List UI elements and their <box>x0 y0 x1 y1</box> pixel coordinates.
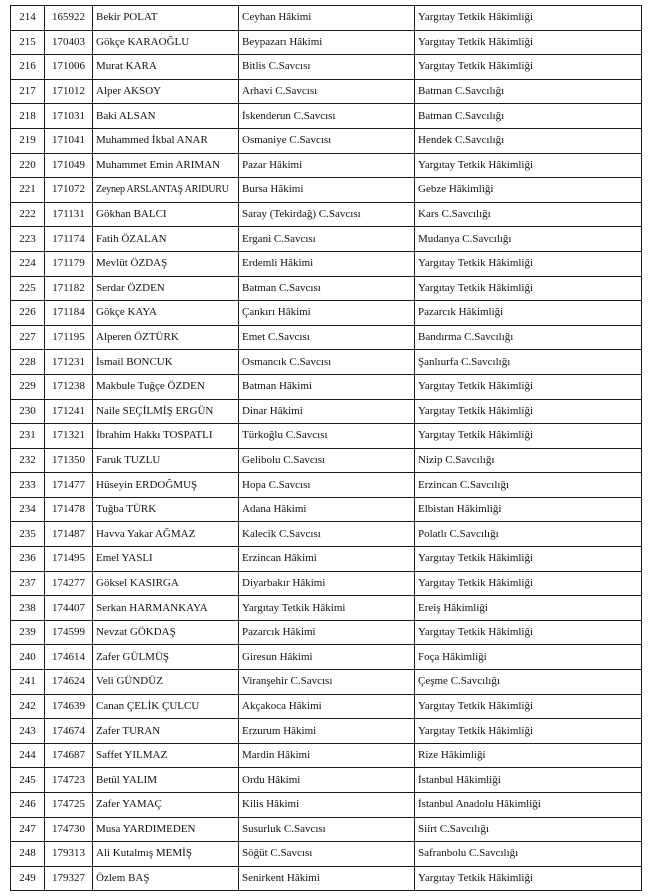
registry-number: 165922 <box>45 6 93 31</box>
table-row <box>11 374 642 399</box>
person-name: Serkan HARMANKAYA <box>93 596 239 621</box>
row-number: 247 <box>11 817 45 842</box>
person-name: Ali Kutalmış MEMİŞ <box>93 842 239 867</box>
table-row <box>11 153 642 178</box>
person-name: Özlem BAŞ <box>93 866 239 891</box>
current-post: Pazarcık Hâkimi <box>239 620 415 645</box>
current-post: Yargıtay Tetkik Hâkimi <box>239 596 415 621</box>
assigned-post: Yargıtay Tetkik Hâkimliği <box>415 251 642 276</box>
person-name: Musa YARDIMEDEN <box>93 817 239 842</box>
assigned-post: Hendek C.Savcılığı <box>415 128 642 153</box>
registry-number: 171131 <box>45 202 93 227</box>
appointment-table <box>10 5 642 891</box>
row-number: 234 <box>11 497 45 522</box>
registry-number: 171241 <box>45 399 93 424</box>
current-post: Beypazarı Hâkimi <box>239 30 415 55</box>
table-row <box>11 842 642 867</box>
table-row <box>11 522 642 547</box>
registry-number: 171477 <box>45 473 93 498</box>
current-post: Hopa C.Savcısı <box>239 473 415 498</box>
registry-number: 171012 <box>45 79 93 104</box>
person-name: İsmail BONCUK <box>93 350 239 375</box>
assigned-post: Siirt C.Savcılığı <box>415 817 642 842</box>
row-number: 227 <box>11 325 45 350</box>
table-row <box>11 817 642 842</box>
assigned-post: Nizip C.Savcılığı <box>415 448 642 473</box>
assigned-post: Yargıtay Tetkik Hâkimliği <box>415 694 642 719</box>
row-number: 221 <box>11 178 45 203</box>
row-number: 241 <box>11 670 45 695</box>
table-row <box>11 768 642 793</box>
current-post: Kalecik C.Savcısı <box>239 522 415 547</box>
current-post: Bitlis C.Savcısı <box>239 55 415 80</box>
registry-number: 171238 <box>45 374 93 399</box>
table-row <box>11 128 642 153</box>
assigned-post: Pazarcık Hâkimliği <box>415 301 642 326</box>
current-post: İskenderun C.Savcısı <box>239 104 415 129</box>
current-post: Akçakoca Hâkimi <box>239 694 415 719</box>
row-number: 214 <box>11 6 45 31</box>
assigned-post: Yargıtay Tetkik Hâkimliği <box>415 276 642 301</box>
current-post: Susurluk C.Savcısı <box>239 817 415 842</box>
person-name: Gökçe KARAOĞLU <box>93 30 239 55</box>
assigned-post: Yargıtay Tetkik Hâkimliği <box>415 424 642 449</box>
current-post: Adana Hâkimi <box>239 497 415 522</box>
row-number: 246 <box>11 793 45 818</box>
row-number: 220 <box>11 153 45 178</box>
registry-number: 171072 <box>45 178 93 203</box>
assigned-post: Gebze Hâkimliği <box>415 178 642 203</box>
assigned-post: Rize Hâkimliği <box>415 743 642 768</box>
person-name: Zafer GÜLMÜŞ <box>93 645 239 670</box>
person-name: Saffet YILMAZ <box>93 743 239 768</box>
assigned-post: Yargıtay Tetkik Hâkimliği <box>415 374 642 399</box>
registry-number: 171321 <box>45 424 93 449</box>
registry-number: 179327 <box>45 866 93 891</box>
row-number: 217 <box>11 79 45 104</box>
row-number: 239 <box>11 620 45 645</box>
person-name: Serdar ÖZDEN <box>93 276 239 301</box>
current-post: Türkoğlu C.Savcısı <box>239 424 415 449</box>
row-number: 228 <box>11 350 45 375</box>
registry-number: 171006 <box>45 55 93 80</box>
person-name: Göksel KASIRGA <box>93 571 239 596</box>
table-row <box>11 301 642 326</box>
row-number: 245 <box>11 768 45 793</box>
table-row <box>11 645 642 670</box>
assigned-post: Yargıtay Tetkik Hâkimliği <box>415 571 642 596</box>
assigned-post: Çeşme C.Savcılığı <box>415 670 642 695</box>
person-name: Zeynep ARSLANTAŞ ARIDURU <box>93 178 239 203</box>
table-row <box>11 79 642 104</box>
registry-number: 171195 <box>45 325 93 350</box>
assigned-post: Batman C.Savcılığı <box>415 104 642 129</box>
person-name: Veli GÜNDÜZ <box>93 670 239 695</box>
registry-number: 171350 <box>45 448 93 473</box>
assigned-post: Yargıtay Tetkik Hâkimliği <box>415 547 642 572</box>
row-number: 226 <box>11 301 45 326</box>
table-row <box>11 178 642 203</box>
registry-number: 171184 <box>45 301 93 326</box>
table-row <box>11 276 642 301</box>
person-name: Muhammed İkbal ANAR <box>93 128 239 153</box>
person-name: Tuğba TÜRK <box>93 497 239 522</box>
registry-number: 174407 <box>45 596 93 621</box>
registry-number: 171478 <box>45 497 93 522</box>
assigned-post: Erzincan C.Savcılığı <box>415 473 642 498</box>
current-post: Senirkent Hâkimi <box>239 866 415 891</box>
person-name: Emel YASLI <box>93 547 239 572</box>
current-post: Saray (Tekirdağ) C.Savcısı <box>239 202 415 227</box>
current-post: Pazar Hâkimi <box>239 153 415 178</box>
current-post: Söğüt C.Savcısı <box>239 842 415 867</box>
row-number: 237 <box>11 571 45 596</box>
table-row <box>11 620 642 645</box>
current-post: Emet C.Savcısı <box>239 325 415 350</box>
assigned-post: Elbistan Hâkimliği <box>415 497 642 522</box>
table-row <box>11 202 642 227</box>
assigned-post: İstanbul Hâkimliği <box>415 768 642 793</box>
person-name: Makbule Tuğçe ÖZDEN <box>93 374 239 399</box>
registry-number: 174674 <box>45 719 93 744</box>
current-post: Diyarbakır Hâkimi <box>239 571 415 596</box>
assigned-post: Ereiş Hâkimliği <box>415 596 642 621</box>
row-number: 222 <box>11 202 45 227</box>
registry-number: 171495 <box>45 547 93 572</box>
registry-number: 174624 <box>45 670 93 695</box>
current-post: Viranşehir C.Savcısı <box>239 670 415 695</box>
person-name: Canan ÇELİK ÇULCU <box>93 694 239 719</box>
person-name: Muhammet Emin ARIMAN <box>93 153 239 178</box>
registry-number: 171487 <box>45 522 93 547</box>
person-name: Nevzat GÖKDAŞ <box>93 620 239 645</box>
assigned-post: Yargıtay Tetkik Hâkimliği <box>415 719 642 744</box>
person-name: Gökhan BALCI <box>93 202 239 227</box>
person-name: Bekir POLAT <box>93 6 239 31</box>
person-name: Havva Yakar AĞMAZ <box>93 522 239 547</box>
assigned-post: Yargıtay Tetkik Hâkimliği <box>415 399 642 424</box>
assigned-post: Yargıtay Tetkik Hâkimliği <box>415 6 642 31</box>
person-name: Faruk TUZLU <box>93 448 239 473</box>
current-post: Bursa Hâkimi <box>239 178 415 203</box>
current-post: Giresun Hâkimi <box>239 645 415 670</box>
table-row <box>11 670 642 695</box>
registry-number: 174730 <box>45 817 93 842</box>
assigned-post: Yargıtay Tetkik Hâkimliği <box>415 30 642 55</box>
table-row <box>11 227 642 252</box>
table-row <box>11 547 642 572</box>
current-post: Gelibolu C.Savcısı <box>239 448 415 473</box>
person-name: Baki ALSAN <box>93 104 239 129</box>
table-row <box>11 6 642 31</box>
current-post: Erzurum Hâkimi <box>239 719 415 744</box>
current-post: Ordu Hâkimi <box>239 768 415 793</box>
assigned-post: Mudanya C.Savcılığı <box>415 227 642 252</box>
registry-number: 171031 <box>45 104 93 129</box>
registry-number: 174599 <box>45 620 93 645</box>
row-number: 236 <box>11 547 45 572</box>
person-name: Alper AKSOY <box>93 79 239 104</box>
person-name: Mevlüt ÖZDAŞ <box>93 251 239 276</box>
registry-number: 171182 <box>45 276 93 301</box>
table-row <box>11 694 642 719</box>
table-row <box>11 251 642 276</box>
registry-number: 171179 <box>45 251 93 276</box>
assigned-post: İstanbul Anadolu Hâkimliği <box>415 793 642 818</box>
person-name: Zafer TURAN <box>93 719 239 744</box>
row-number: 235 <box>11 522 45 547</box>
registry-number: 174639 <box>45 694 93 719</box>
registry-number: 171231 <box>45 350 93 375</box>
row-number: 224 <box>11 251 45 276</box>
current-post: Batman Hâkimi <box>239 374 415 399</box>
table-row <box>11 719 642 744</box>
person-name: Murat KARA <box>93 55 239 80</box>
registry-number: 171049 <box>45 153 93 178</box>
person-name: Naile SEÇİLMİŞ ERGÜN <box>93 399 239 424</box>
current-post: Osmaniye C.Savcısı <box>239 128 415 153</box>
table-row <box>11 399 642 424</box>
current-post: Arhavi C.Savcısı <box>239 79 415 104</box>
appointment-table-body <box>11 6 642 891</box>
table-row <box>11 596 642 621</box>
current-post: Ergani C.Savcısı <box>239 227 415 252</box>
table-row <box>11 473 642 498</box>
row-number: 249 <box>11 866 45 891</box>
row-number: 243 <box>11 719 45 744</box>
row-number: 229 <box>11 374 45 399</box>
registry-number: 171174 <box>45 227 93 252</box>
table-row <box>11 55 642 80</box>
current-post: Erdemli Hâkimi <box>239 251 415 276</box>
assigned-post: Şanlıurfa C.Savcılığı <box>415 350 642 375</box>
registry-number: 170403 <box>45 30 93 55</box>
assigned-post: Foça Hâkimliği <box>415 645 642 670</box>
person-name: İbrahim Hakkı TOSPATLI <box>93 424 239 449</box>
row-number: 244 <box>11 743 45 768</box>
assigned-post: Batman C.Savcılığı <box>415 79 642 104</box>
registry-number: 174687 <box>45 743 93 768</box>
assigned-post: Kars C.Savcılığı <box>415 202 642 227</box>
row-number: 231 <box>11 424 45 449</box>
row-number: 232 <box>11 448 45 473</box>
row-number: 225 <box>11 276 45 301</box>
table-row <box>11 325 642 350</box>
row-number: 219 <box>11 128 45 153</box>
assigned-post: Safranbolu C.Savcılığı <box>415 842 642 867</box>
assigned-post: Yargıtay Tetkik Hâkimliği <box>415 55 642 80</box>
row-number: 215 <box>11 30 45 55</box>
row-number: 242 <box>11 694 45 719</box>
registry-number: 174723 <box>45 768 93 793</box>
person-name: Fatih ÖZALAN <box>93 227 239 252</box>
current-post: Ceyhan Hâkimi <box>239 6 415 31</box>
current-post: Osmancık C.Savcısı <box>239 350 415 375</box>
registry-number: 179313 <box>45 842 93 867</box>
registry-number: 174725 <box>45 793 93 818</box>
row-number: 218 <box>11 104 45 129</box>
row-number: 238 <box>11 596 45 621</box>
person-name: Gökçe KAYA <box>93 301 239 326</box>
person-name: Alperen ÖZTÜRK <box>93 325 239 350</box>
current-post: Kilis Hâkimi <box>239 793 415 818</box>
assigned-post: Bandırma C.Savcılığı <box>415 325 642 350</box>
table-row <box>11 424 642 449</box>
row-number: 233 <box>11 473 45 498</box>
table-row <box>11 104 642 129</box>
row-number: 248 <box>11 842 45 867</box>
registry-number: 174614 <box>45 645 93 670</box>
person-name: Hüseyin ERDOĞMUŞ <box>93 473 239 498</box>
table-row <box>11 448 642 473</box>
registry-number: 171041 <box>45 128 93 153</box>
row-number: 216 <box>11 55 45 80</box>
person-name: Betül YALIM <box>93 768 239 793</box>
row-number: 240 <box>11 645 45 670</box>
current-post: Mardin Hâkimi <box>239 743 415 768</box>
row-number: 230 <box>11 399 45 424</box>
assigned-post: Polatlı C.Savcılığı <box>415 522 642 547</box>
row-number: 223 <box>11 227 45 252</box>
table-row <box>11 743 642 768</box>
registry-number: 174277 <box>45 571 93 596</box>
table-row <box>11 793 642 818</box>
assigned-post: Yargıtay Tetkik Hâkimliği <box>415 153 642 178</box>
current-post: Erzincan Hâkimi <box>239 547 415 572</box>
assigned-post: Yargıtay Tetkik Hâkimliği <box>415 620 642 645</box>
table-row <box>11 350 642 375</box>
current-post: Batman C.Savcısı <box>239 276 415 301</box>
table-row <box>11 866 642 891</box>
person-name: Zafer YAMAÇ <box>93 793 239 818</box>
assigned-post: Yargıtay Tetkik Hâkimliği <box>415 866 642 891</box>
table-row <box>11 30 642 55</box>
current-post: Dinar Hâkimi <box>239 399 415 424</box>
table-row <box>11 497 642 522</box>
table-row <box>11 571 642 596</box>
current-post: Çankırı Hâkimi <box>239 301 415 326</box>
